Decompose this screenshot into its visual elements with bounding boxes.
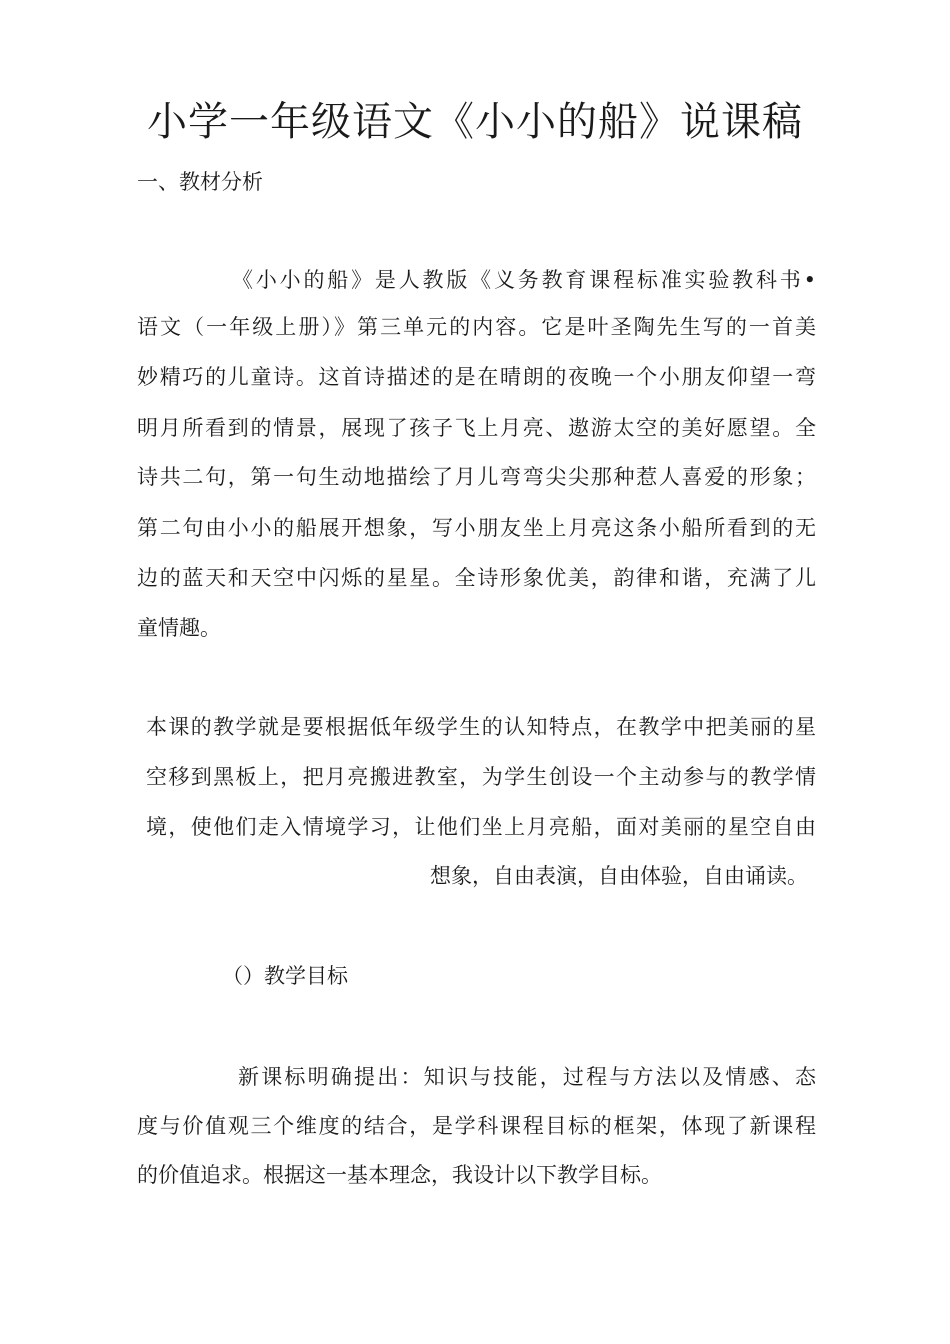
section-heading-materials: 一、教材分析: [137, 170, 263, 194]
paragraph-1-line: 妙精巧的儿童诗。这首诗描述的是在晴朗的夜晚一个小朋友仰望一弯: [137, 365, 816, 389]
paragraph-1-line: 明月所看到的情景，展现了孩子飞上月亮、遨游太空的美好愿望。全: [137, 416, 816, 440]
paragraph-1-line: 《小小的船》是人教版《义务教育课程标准实验教科书•: [232, 268, 816, 292]
paragraph-1-line: 边的蓝天和天空中闪烁的星星。全诗形象优美，韵律和谐，充满了儿: [137, 566, 816, 590]
paragraph-2-line: 本课的教学就是要根据低年级学生的认知特点，在教学中把美丽的星: [146, 715, 816, 739]
document-title: 小学一年级语文《小小的船》说课稿: [147, 99, 803, 145]
paragraph-2-line: 想象，自由表演，自由体验，自由诵读。: [430, 864, 808, 888]
paragraph-1-line: 童情趣。: [137, 616, 221, 640]
paragraph-2-line: 空移到黑板上，把月亮搬进教室，为学生创设一个主动参与的教学情: [146, 765, 816, 789]
section-heading-goals: （）教学目标: [222, 964, 348, 988]
paragraph-3-line: 度与价值观三个维度的结合，是学科课程目标的框架，体现了新课程: [137, 1114, 816, 1138]
paragraph-1-line: 语文（一年级上册）》第三单元的内容。它是叶圣陶先生写的一首美: [137, 315, 816, 339]
paragraph-3-line: 的价值追求。根据这一基本理念，我设计以下教学目标。: [137, 1163, 662, 1187]
paragraph-1-line: 诗共二句，第一句生动地描绘了月儿弯弯尖尖那种惹人喜爱的形象；: [137, 465, 816, 489]
paragraph-1-line: 第二句由小小的船展开想象，写小朋友坐上月亮这条小船所看到的无: [137, 516, 816, 540]
paragraph-2-line: 境，使他们走入情境学习，让他们坐上月亮船，面对美丽的星空自由: [146, 815, 816, 839]
paragraph-3-line: 新课标明确提出：知识与技能，过程与方法以及情感、态: [238, 1065, 816, 1089]
